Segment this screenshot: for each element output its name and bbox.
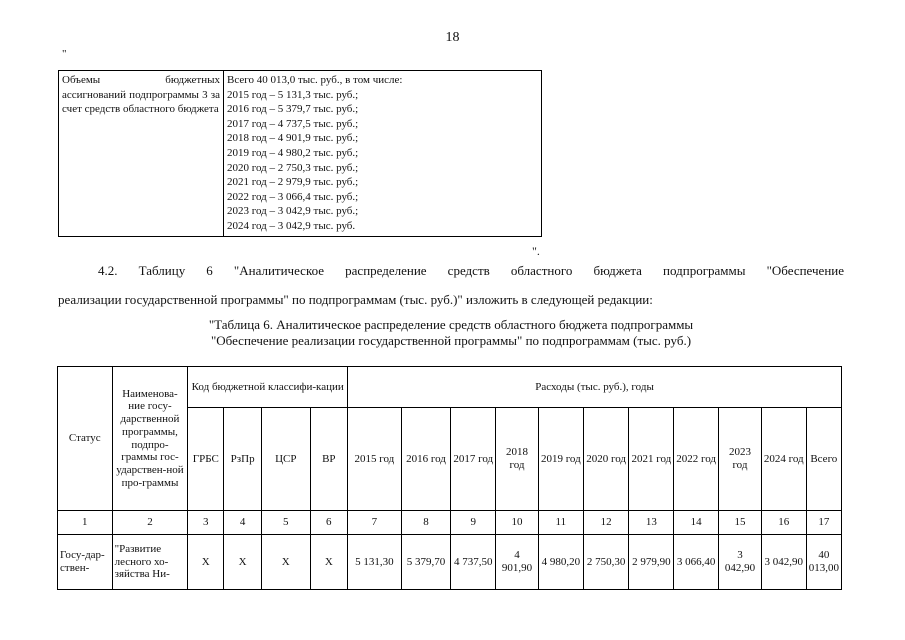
header-vr: ВР — [310, 408, 348, 511]
allocations-year-line: 2022 год – 3 066,4 тыс. руб.; — [227, 190, 359, 203]
header-year: 2019 год — [538, 408, 583, 511]
row-program-name: "Развитие лесного хо-зяйства Ни- — [112, 535, 188, 590]
header-rzpr: РзПр — [224, 408, 262, 511]
column-number: 3 — [188, 511, 224, 535]
column-number: 10 — [496, 511, 539, 535]
row-code-rzpr: Х — [224, 535, 262, 590]
amendment-paragraph-line-1: 4.2. Таблицу 6 "Аналитическое распределение средств областного бюджета подпрограммы "Обеспечение — [98, 263, 844, 278]
header-grbs: ГРБС — [188, 408, 224, 511]
header-year: 2020 год — [583, 408, 629, 511]
allocations-label: Объемы бюджетных ассигнований подпрограммы 3 за счет средств областного бюджета — [59, 71, 224, 237]
allocations-year-line: 2019 год – 4 980,2 тыс. руб.; — [227, 146, 359, 159]
row-value-2016: 5 379,70 — [401, 535, 451, 590]
column-number: 11 — [538, 511, 583, 535]
allocations-year-line: 2018 год – 4 901,9 тыс. руб.; — [227, 132, 359, 145]
row-code-csr: Х — [262, 535, 311, 590]
row-value-2021: 2 979,90 — [629, 535, 674, 590]
allocations-year-line: 2020 год – 2 750,3 тыс. руб.; — [227, 161, 359, 174]
header-year: 2016 год — [401, 408, 451, 511]
distribution-table — [57, 366, 842, 590]
row-value-2022: 3 066,40 — [674, 535, 719, 590]
row-value-total: 40 013,00 — [806, 535, 841, 590]
header-budget-code: Код бюджетной классифи-кации — [188, 367, 348, 408]
column-number: 8 — [401, 511, 451, 535]
column-number-row — [58, 511, 842, 535]
table-caption-line-2: "Обеспечение реализации государственной программы" по подпрограммам (тыс. руб.) — [210, 333, 692, 348]
allocations-row — [59, 71, 542, 237]
header-year: 2017 год — [451, 408, 496, 511]
row-value-2023: 3 042,90 — [719, 535, 762, 590]
allocations-table — [58, 70, 542, 237]
header-row-1 — [58, 367, 842, 408]
allocations-year-line: 2023 год – 3 042,9 тыс. руб.; — [227, 205, 359, 218]
allocations-year-line: 2015 год – 5 131,3 тыс. руб.; — [227, 88, 359, 101]
column-number: 16 — [761, 511, 806, 535]
table-caption — [58, 317, 844, 349]
allocations-total-line: Всего 40 013,0 тыс. руб., в том числе: — [227, 74, 403, 86]
column-number: 1 — [58, 511, 113, 535]
allocations-year-line: 2024 год – 3 042,9 тыс. руб. — [227, 219, 356, 232]
header-year: 2024 год — [761, 408, 806, 511]
allocations-year-line: 2017 год – 4 737,5 тыс. руб.; — [227, 117, 359, 130]
opening-quote-mark: " — [62, 48, 67, 60]
header-program-name: Наименова-ние госу-дарственной программы, подпро-граммы гос-ударствен-ной про-граммы — [112, 367, 188, 511]
row-value-2018: 4 901,90 — [496, 535, 539, 590]
header-year: 2021 год — [629, 408, 674, 511]
column-number: 12 — [583, 511, 629, 535]
row-code-grbs: Х — [188, 535, 224, 590]
header-csr: ЦСР — [262, 408, 311, 511]
column-number: 4 — [224, 511, 262, 535]
column-number: 7 — [348, 511, 402, 535]
row-value-2015: 5 131,30 — [348, 535, 402, 590]
header-year: 2015 год — [348, 408, 402, 511]
column-number: 6 — [310, 511, 348, 535]
table-caption-line-1: "Таблица 6. Аналитическое распределение средств областного бюджета подпрограммы — [208, 317, 694, 332]
header-expenses: Расходы (тыс. руб.), годы — [348, 367, 842, 408]
header-year: 2022 год — [674, 408, 719, 511]
row-value-2019: 4 980,20 — [538, 535, 583, 590]
row-code-vr: Х — [310, 535, 348, 590]
header-total: Всего — [806, 408, 841, 511]
column-number: 17 — [806, 511, 841, 535]
column-number: 15 — [719, 511, 762, 535]
column-number: 13 — [629, 511, 674, 535]
allocations-values — [224, 71, 542, 237]
row-value-2020: 2 750,30 — [583, 535, 629, 590]
row-value-2017: 4 737,50 — [451, 535, 496, 590]
table-row — [58, 535, 842, 590]
allocations-year-line: 2016 год – 5 379,7 тыс. руб.; — [227, 103, 359, 116]
page-number: 18 — [445, 30, 460, 45]
column-number: 9 — [451, 511, 496, 535]
header-year: 2023 год — [719, 408, 762, 511]
row-status: Госу-дар-ствен- — [58, 535, 113, 590]
column-number: 5 — [262, 511, 311, 535]
row-value-2024: 3 042,90 — [761, 535, 806, 590]
closing-quote-mark: ". — [532, 244, 540, 258]
column-number: 14 — [674, 511, 719, 535]
header-year: 2018 год — [496, 408, 539, 511]
amendment-paragraph-line-2: реализации государственной программы" по подпрограммам (тыс. руб.)" изложить в следующей редакции: — [58, 292, 653, 307]
header-status: Статус — [58, 367, 113, 511]
column-number: 2 — [112, 511, 188, 535]
allocations-year-line: 2021 год – 2 979,9 тыс. руб.; — [227, 176, 359, 189]
